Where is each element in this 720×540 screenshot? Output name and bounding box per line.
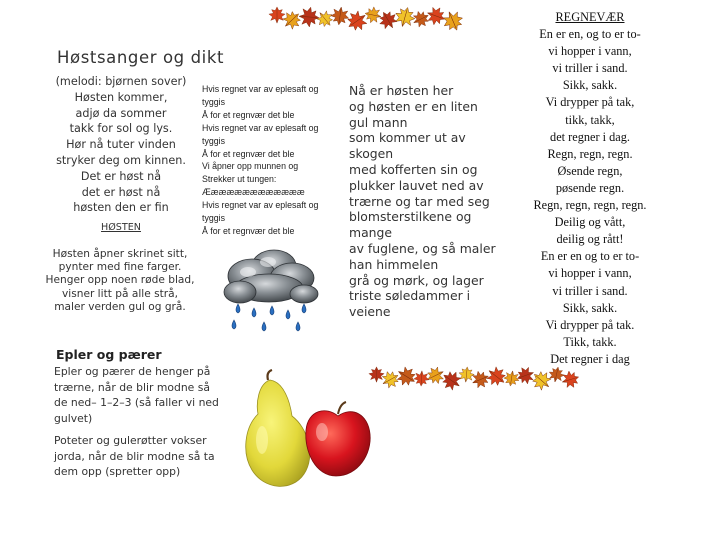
melody-line: høsten den er fin [73, 201, 169, 215]
poem-line: han himmelen [349, 256, 439, 272]
regnevaer-line: Tikk, takk. [563, 334, 617, 349]
poem-line: med kofferten sin og [349, 161, 478, 177]
autumn-man-poem [349, 83, 504, 320]
rain-song-line: Å for et regnvær det ble [202, 148, 295, 159]
poem-line: av fuglene, og så maler [349, 240, 496, 256]
pears-song-title: Epler og pærer [56, 347, 162, 362]
hosten-line: pynter med fine farger. [58, 261, 182, 274]
regnevaer-line: vi triller i sand. [552, 61, 628, 76]
melody-line: Høsten kommer, [74, 90, 168, 104]
regnevaer-line: Deilig og vått, [554, 215, 626, 230]
regnevaer-line: tikk, takk, [565, 112, 615, 127]
poem-line: Nå er høsten her [349, 83, 454, 98]
melody-line: Hør nå tuter vinden [66, 138, 176, 152]
poem-line: veiene [349, 304, 391, 320]
regnevaer-line: En er en, og to er to- [539, 27, 641, 42]
regnevaer-line: vi triller i sand. [552, 283, 628, 298]
poem-line: gul mann [349, 114, 408, 130]
regnevaer-line: deilig og rått! [556, 232, 624, 247]
hosten-heading [54, 222, 188, 233]
pear-and-apple-image [238, 370, 378, 494]
rain-song-text [202, 83, 342, 238]
rain-song-line: Hvis regnet var av eplesaft og [202, 84, 319, 94]
rain-song-line: Strekker ut tungen: [202, 174, 277, 185]
regnevaer-line: det regner i dag. [550, 129, 630, 144]
regnevaer-line: vi hopper i vann, [548, 44, 632, 59]
regnevaer-line: En er en og to er to- [540, 249, 640, 264]
potatoes-line: dem opp (spretter opp) [54, 465, 181, 479]
melody-line: Det er høst nå [80, 169, 162, 183]
regnevaer-line: Øsende regn, [557, 163, 623, 178]
regnevaer-line: Det regner i dag [550, 351, 630, 366]
rain-song-line: Å for et regnvær det ble [202, 109, 295, 120]
rain-song-line: Æææææææææææææ [202, 187, 305, 198]
rain-song-line: tyggis [202, 213, 225, 224]
potatoes-line: Poteter og gulerøtter vokser [54, 434, 207, 447]
hosten-line: maler verden gul og grå. [54, 300, 186, 313]
regnevaer-poem [515, 9, 665, 368]
regnevaer-line: Sikk, sakk. [562, 78, 618, 93]
regnevaer-line: Regn, regn, regn. [547, 146, 633, 161]
poem-line: mange [349, 225, 393, 241]
melody-line: adjø da sommer [75, 106, 167, 120]
autumn-leaf-icon [442, 10, 464, 32]
hosten-poem-text [40, 248, 200, 314]
regnevaer-line: vi hopper i vann, [548, 266, 632, 281]
rain-song-line: tyggis [202, 135, 225, 146]
poem-line: som kommer ut av [349, 130, 466, 146]
regnevaer-line: Vi drypper på tak. [545, 317, 635, 332]
pears-line: trærne, når de blir modne så [54, 380, 210, 394]
rain-cloud-icon [214, 244, 324, 336]
pears-line: gulvet) [54, 411, 93, 425]
regnevaer-line: Vi drypper på tak, [545, 95, 635, 110]
top-autumn-leaves-border [270, 6, 462, 32]
rain-song-line: Å for et regnvær det ble [202, 225, 295, 236]
hosten-line: visner litt på alle strå, [62, 287, 178, 300]
rain-song-line: tyggis [202, 96, 225, 107]
regnevaer-line: Regn, regn, regn, regn. [533, 198, 647, 213]
pears-line: Epler og pærer de henger på [54, 365, 211, 378]
potatoes-line: jorda, når de blir modne så ta [54, 449, 215, 463]
autumn-leaf-icon [561, 370, 580, 389]
poem-line: triste søledammer i [349, 288, 471, 304]
poem-line: trærne og tar med seg [349, 193, 490, 209]
poem-line: skogen [349, 146, 394, 162]
potatoes-song-text [54, 433, 218, 480]
poem-line: grå og mørk, og lager [349, 272, 484, 288]
hosten-line: Henger opp noen røde blad, [45, 274, 195, 287]
poem-line: plukker lauvet ned av [349, 177, 484, 193]
hosten-line: Høsten åpner skrinet sitt, [52, 248, 188, 260]
regnevaer-line: pøsende regn. [555, 180, 625, 195]
bottom-autumn-leaves-border [370, 366, 578, 391]
melody-line: det er høst nå [81, 185, 161, 199]
page-title: Høstsanger og dikt [57, 48, 225, 67]
pears-line: de ned– 1–2–3 (så faller vi ned [54, 396, 219, 410]
pears-song-text [54, 364, 219, 425]
hosten-heading-text: HØSTEN [101, 222, 141, 233]
melody-song-text [54, 74, 188, 216]
rain-song-line: Hvis regnet var av eplesaft og [202, 200, 319, 211]
regnevaer-line: Sikk, sakk. [562, 300, 618, 315]
poem-line: blomsterstilkene og [349, 209, 472, 225]
rain-song-line: Hvis regnet var av eplesaft og [202, 122, 319, 133]
rain-song-line: Vi åpner opp munnen og [202, 161, 299, 172]
regnevaer-title: REGNEVÆR [555, 10, 625, 24]
melody-line: takk for sol og lys. [69, 122, 173, 136]
melody-line: (melodi: bjørnen sover) [55, 75, 187, 88]
poem-line: og høsten er en liten [349, 98, 478, 114]
melody-line: stryker deg om kinnen. [56, 153, 186, 167]
